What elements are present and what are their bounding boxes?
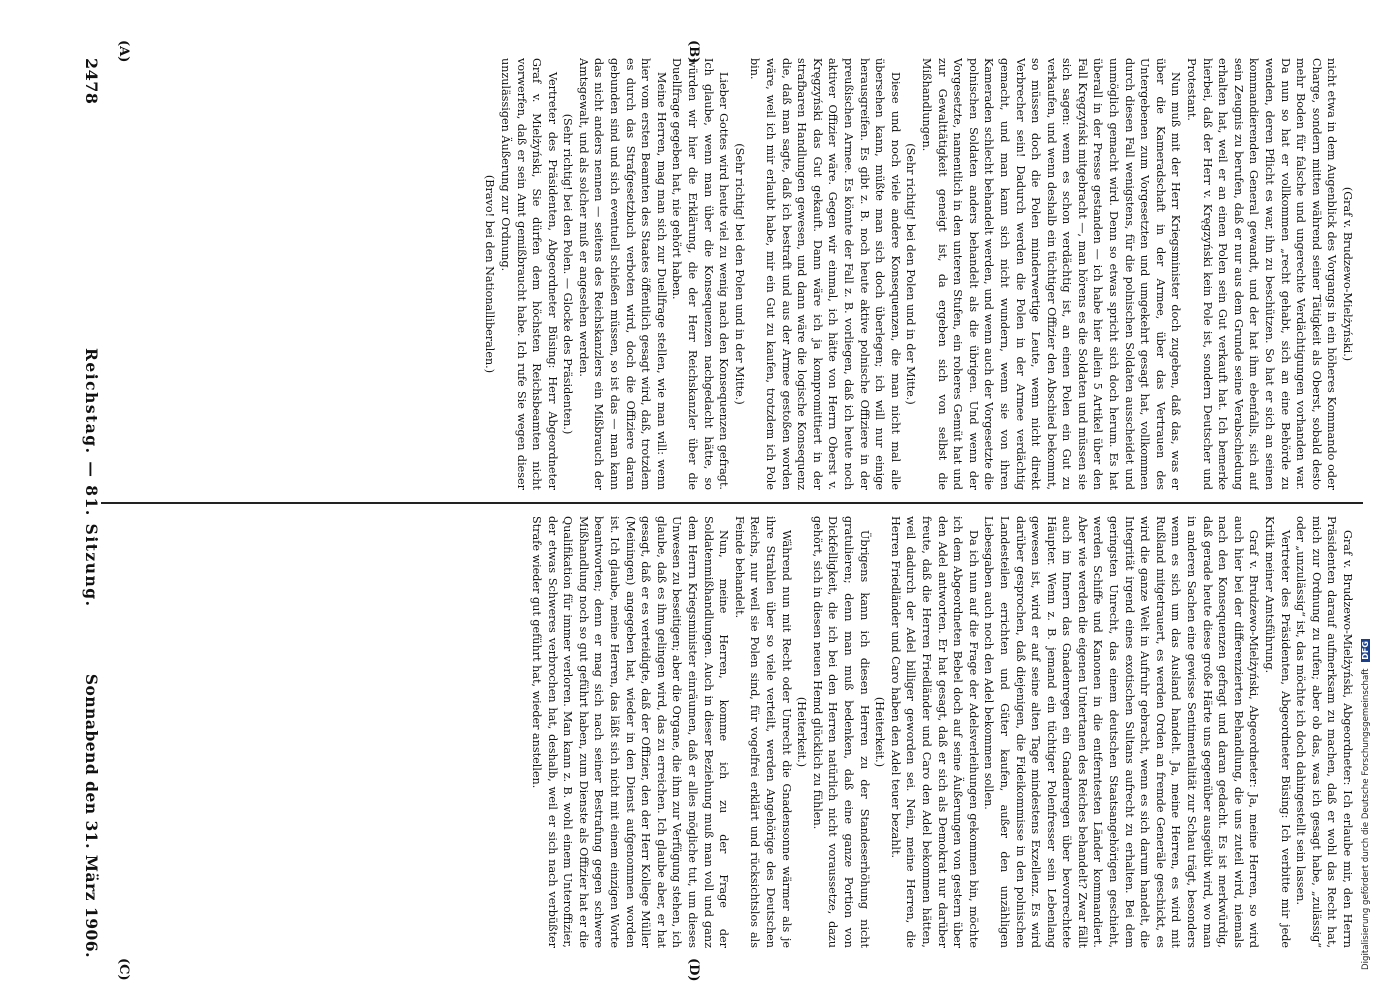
interjection: (Heiterkeit.) — [873, 696, 887, 768]
paragraph: Übrigens kann ich diesen Herren zu der Standeserhöhung nicht gratulieren; denn man muß bedenken, daß eine ganze Portion von Dickfelligkeit, die ich bei den Herren natürlich nicht voraussetze, dazu gehört, sich in diesen neuen Hemd glücklich zu fühlen. — [810, 516, 871, 948]
page-header — [75, 58, 101, 958]
column-divider — [101, 502, 1363, 504]
left-column — [107, 58, 1355, 490]
paragraph: Diese und noch viele andere Konsequenzen, die man nicht mal alle übersehen kann, müßte man sich doch überlegen; ich will nur einige herausgreifen. Es gibt z. B. noch heute aktive polnische Offiziere in der preußischen Armee. Es könnte der Fall z. B. vorliegen, daß ich heute noch aktiver Offizier wäre. Gegen wir einmal, ich hätte von Herrn Oberst v. Kręgzyński das Gut gekauft. Dann wäre ich ja kompromittiert in der strafbaren Handlungen gewesen, und dann wäre die logische Konsequenz die, daß man sagte, daß ich bestraft und aus der Armee gestoßen worden wäre, weil ich mir erlaubt habe, mir ein Gut zu kaufen, trotzdem ich Pole bin. — [748, 58, 902, 490]
interjection: (Heiterkeit.) — [795, 696, 809, 768]
interjection: (Sehr richtig! bei den Polen und in der Mitte.) — [904, 143, 918, 405]
paragraph: Meine Herren, mag man sich zur Duellfrage stellen, wie man will: wenn hier vom ersten Beamten des Staates öffentlich gesagt wird, daß, trotzdem es durch das Strafgesetzbuch verboten wird, doch die Offiziere daran gebunden sind und sich eventuell schießen müssen, so ist das — man kann das nicht anders nennen — seitens des Reichskanzlers ein Mißbrauch der Amtsgewalt, und als solcher muß er angesehen werden. — [576, 58, 668, 490]
running-title: Reichstag. — 81. Sitzung. — [82, 348, 101, 608]
margin-letter-d: (D) — [686, 958, 701, 982]
paragraph: nicht etwa in dem Augenblick des Vorgangs in ein höheres Kommando oder Charge, sondern mitten während seiner Tätigkeit als Oberst, sobald desto mehr Boden für falsche und ungerechte Verdächtigungen vorhanden war. Da nun so hat er vollkommen „recht gehabt, sich an eine Behörde zu wenden, deren Pflicht es war, ihn zu beschützen. So hat er sich an seinen kommandierenden General gewandt, und der hat ihm ebenfalls, sich auf sein Zeugnis zu berufen, daß er nur aus dem Grunde seine Verabschiedung erhalten hat, weil er an einen Polen sein Gut verkauft hat. Ich bemerke hierbei, daß der Herr v. Kręgzyński kein Pole ist, sondern Deutscher und Protestant. — [1185, 58, 1339, 490]
dfg-logo: DFG — [1361, 641, 1370, 660]
interjection: (Sehr richtig! bei den Polen. — Glocke des Präsidenten.) — [561, 113, 575, 435]
page-number: 2478 — [82, 58, 101, 105]
paragraph: Nun muß mit der Herr Kriegsminister doch zugeben, daß das, was er über die Kameradschaft in der Armee, über das Vertrauen des Untergebenen zum Vorgesetzten und umgekehrt gesagt hat, vollkommen durch diesen Fall wenigstens, für die polnischen Soldaten ausscheidet und unmöglich gemacht wird. Denn so etwas spricht sich doch herum. Es hat überall in der Presse gestanden — ich habe hier allein 5 Artikel über den Fall Kręgzyński mitgebracht —, man hörens es die Soldaten und müssen sie sich sagen: wenn es schon verdächtig ist, an einen Polen ein Gut zu verkaufen, und wenn deshalb ein tüchtiger Offizier den Abschied bekommt, so müssen doch die Polen minderwertige Leute, wenn nicht direkt Verbrecher sein! Dadurch werden die Polen in der Armee verdächtig gemacht, und man kann sich nicht wundern, wenn sie von ihren Kameraden schlecht behandelt werden, und wenn auch der Vorgesetzte die polnischen Soldaten anders behandelt als die übrigen. Und wenn der Vorgesetzte, namentlich in den unteren Stufen, ein roheres Gemüt hat und zur Gewalttätigkeit geneigt ist, da ergeben sich von selbst die Mißhandlungen. — [919, 58, 1183, 490]
paragraph: Lieber Gottes wird heute viel zu wenig nach den Konsequenzen gefragt. Ich glaube, wenn man über die Konsequenzen nachgedacht hätte, so würden wir hier die Erklärung, die der Herr Reichskanzler über die Duellfrage gegeben hat, nie gehört haben. — [670, 58, 731, 490]
paragraph: Graf v. Brudzewo-Mielżyński, Abgeordneter: Ich erlaube mir, den Herrn Präsidenten darauf aufmerksam zu machen, daß er wohl das Recht hat, mich zur Ordnung zu rufen; aber ob das, was ich gesagt habe, „zulässig“ oder „unzulässig“ ist, das möchte ich doch dahingestellt sein lassen. — [1294, 516, 1354, 948]
paragraph: Vertreter des Präsidenten, Abgeordneter Büsing: Herr Abgeordneter Graf v. Mielżyński, Sie dürfen dem höchsten Reichsbeamten nicht vorwerfen, daß er sein Amt gemißbraucht habe. Ich rufe Sie wegen dieser unzulässigen Äußerung zur Ordnung. — [498, 58, 559, 490]
credit-text: Digitalisierung gefördert durch die Deutsche Forschungsgemeinschaft — [1361, 668, 1371, 970]
right-column — [107, 516, 1355, 948]
margin-letter-b: (B) — [686, 40, 701, 64]
paragraph: Da ich nun auf die Frage der Adelsverleihungen gekommen bin, möchte ich dem Abgeordneten Bebel doch auf seine Äußerungen von gestern über den Adel antworten. Er hat gesagt, daß er sich als Demokrat nur darüber freute, daß die Herren Friedländer und Caro den Adel bekommen hätten, weil dadurch der Adel billiger geworden sei. Nein, meine Herren, die Herren Friedländer und Caro haben den Adel teuer bezahlt. — [888, 516, 980, 948]
speaker-continuation: (Graf v. Brudzewo-Mielżyński.) — [1341, 186, 1354, 362]
session-date: Sonnabend den 31. März 1906. — [82, 673, 101, 958]
margin-letter-a: (A) — [116, 40, 131, 63]
paragraph: Während nun mit Recht oder Unrecht die Gnadensonne wärmer als je ihre Strahlen über so viele verteilt, werden Angehörige des Deutschen Reichs, nur weil sie Polen sind, für vogelfrei erklärt und rücksichtslos als Feinde behandelt. — [732, 516, 793, 948]
digitization-credit — [1361, 70, 1375, 970]
paragraph: Graf v. Brudzewo-Mielżyński, Abgeordneter: Ja, meine Herren, so wird auch hier bei der differenzierten Behandlung, die uns zuteil wird, niemals nach den Konsequenzen gefragt und daran gedacht. Es ist merkwürdig, daß gerade heute diese große Härte uns gegenüber ausgeübt wird, wo man in anderen Sachen eine gewisse Sentimentalität zur Schau trägt, besonders wenn es sich um das Ausland handelt. Ja, meine Herren, es wird mit Rußland mitgetrauert, es werden Orden an fremde Generäle geschickt, es wird die ganze Welt in Aufruhr gebracht, wenn es sich darum handelt, die Integrität irgend eines exotischen Sultans aufrecht zu erhalten. Bei dem geringsten Unrecht, das einem deutschen Staatsangehörigen geschieht, werden Schiffe und Kanonen in die entferntesten Länder kommandiert. Aber wie werden die eigenen Untertanen des Reiches behandelt? Zwar fällt auch im Innern das Gnadenregen ein Gnadenregen über bevorrechtete Häupter. Wenn z. B. jemand ein tüchtiger Polenfresser sein Lebenlang gewesen ist, wird er auf seine alten Tage mindestens Exzellenz. Es wird darüber gesprochen, daß diejenigen, die Fideikommisse in den polnischen Landesteilen errichten und Güter kaufen, außer den unzähligen Liebesgaben auch noch den Adel bekommen sollen. — [982, 516, 1261, 948]
interjection: (Sehr richtig! bei den Polen und in der Mitte.) — [732, 143, 746, 405]
paragraph: Vertreter des Präsidenten, Abgeordneter Büsing: Ich verbitte mir jede Kritik meiner Amtsführung. — [1263, 516, 1292, 948]
paragraph: Nun, meine Herren, komme ich zu der Frage der Soldatenmißhandlungen. Auch in dieser Beziehung muß man voll und ganz dem Herrn Kriegsminister einräumen, daß er alles mögliche tut, um dieses Unwesen zu beseitigen; aber die Organe, die ihm zur Verfügung stehen, ich glaube, daß es ihm gelingen wird, das zu erreichen. Ich glaube aber, er hat gesagt, daß er es verteidigte, daß der Offizier, den der Herr Kollege Müller (Meiningen) angegeben hat, wieder in den Dienst aufgenommen worden ist. Ich glaube, meine Herren, das läßt sich nicht mit einem einzigen Worte beantworten; denn er mag sich nach seiner Bestrafung gegen schwere Mißhandlung noch so gut geführt haben, zum Dienste als Offizier hat er die Qualifikation für immer verloren. Man kann z. B. wohl einem Unteroffizier, der etwas Schweres verbrochen hat, deshalb, weil er sich nach verbüßter Strafe wieder gut geführt hat, wieder anstellen. — [530, 516, 731, 948]
margin-letter-c: (C) — [116, 958, 131, 981]
interjection: (Bravo! bei den Nationalliberalen.) — [483, 174, 497, 374]
